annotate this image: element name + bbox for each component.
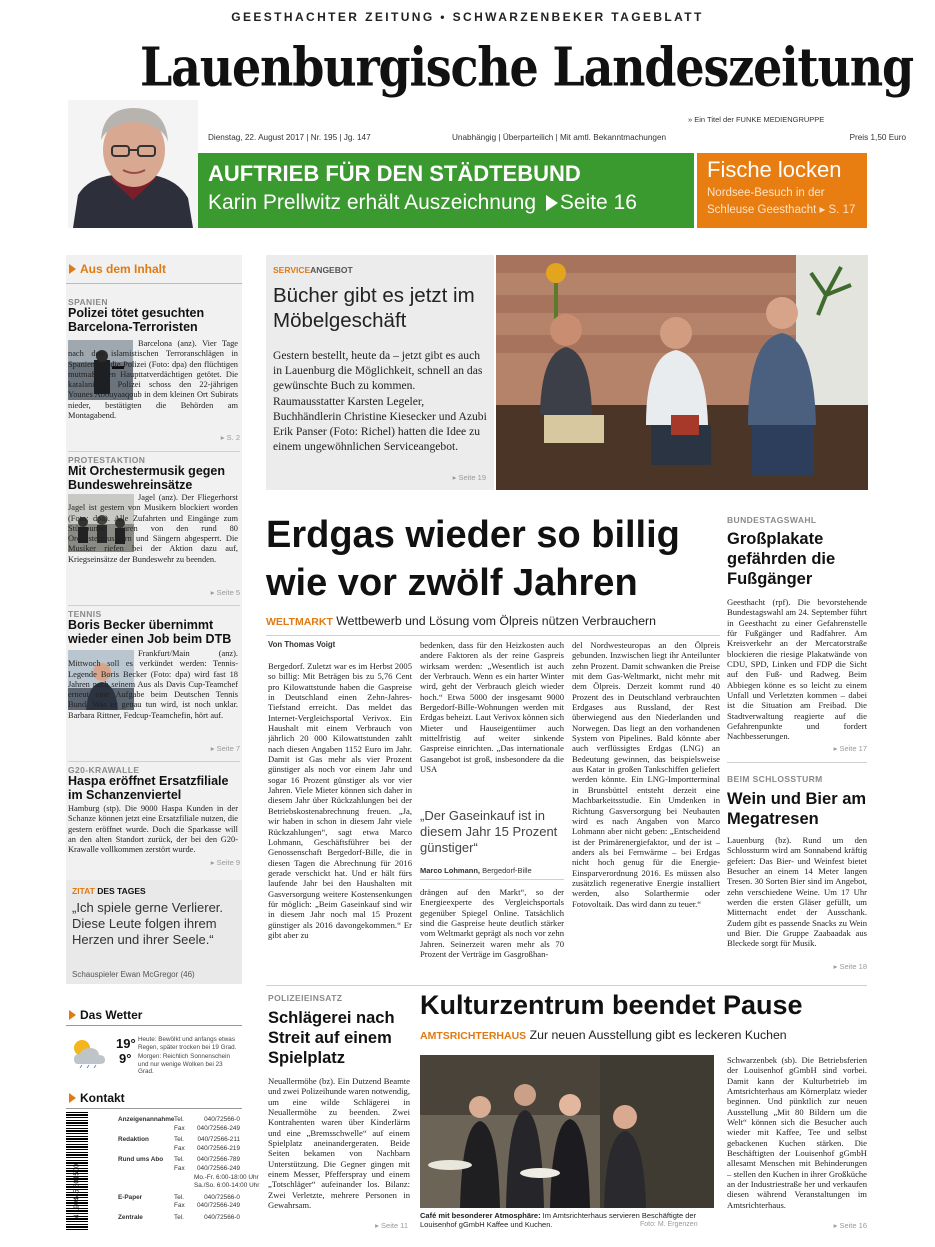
lead-byline: Von Thomas Voigt — [268, 640, 336, 649]
inhalt-headline[interactable]: Haspa eröffnet Ersatzfiliale im Schanzenviertel — [68, 774, 229, 802]
kultur-credit: Foto: M. Ergenzen — [640, 1221, 698, 1228]
masthead-top-line: GEESTHACHTER ZEITUNG • SCHWARZENBEKER TAGEBLATT — [231, 10, 704, 24]
inhalt-page-ref[interactable]: ▸ Seite 5 — [210, 588, 240, 597]
page-arrow-icon: ▸ — [375, 1221, 379, 1230]
service-headline[interactable]: Bücher gibt es jetzt im Möbelgeschäft — [273, 284, 475, 332]
zitat-source: Schauspieler Ewan McGregor (46) — [72, 970, 195, 979]
banner-sub[interactable]: Karin Prellwitz erhält Auszeichnung Seite 16 — [208, 191, 637, 214]
polizei-headline[interactable]: Schlägerei nach Streit auf einem Spielplatz — [268, 1009, 395, 1067]
right2-headline[interactable]: Wein und Bier am Megatresen — [727, 790, 867, 828]
funke-arrow-icon: » — [688, 115, 693, 124]
lead-headline[interactable]: Erdgas wieder so billig wie vor zwölf Jahren — [266, 514, 680, 604]
inhalt-kicker: SPANIEN — [68, 297, 108, 307]
weather-icon — [68, 1036, 110, 1068]
inhalt-page-ref[interactable]: ▸ Seite 9 — [210, 858, 240, 867]
section-triangle-icon — [69, 264, 76, 274]
lead-quote: „Der Gaseinkauf ist in diesem Jahr 15 Prozent günstiger“ — [420, 808, 558, 855]
right1-page-ref[interactable]: ▸ Seite 17 — [833, 744, 867, 753]
section-triangle-icon — [69, 1093, 76, 1103]
motto-line: Unabhängig | Überparteilich | Mit amtl. Bekanntmachungen — [452, 133, 667, 142]
inhalt-kicker: TENNIS — [68, 609, 102, 619]
bookstore-photo — [496, 255, 868, 490]
kultur-page-ref[interactable]: ▸ Seite 16 — [833, 1221, 867, 1230]
lead-col3: del Nordwesteuropas an den Ölpreis gebunden. Inzwischen liegt ihr Anteilunter zehn Prozent. Damit schwanken die Preise mit dem Gas-Weltmarkt, nicht mehr mit dem Ölpreis. Derzeit kommt rund 40 Prozent des in Deutschland verbrauchten Erdgases aus Russland, der Rest überwiegend aus den Niederlanden und Norwegen. Das liegt an den vorhandenen System von Pipelines. Bald könnte aber auch verflüssigtes Erdgas (LNG) an Bedeutung gewinnen, das beispielsweise aus Katar in großen Tankschiffen geliefert werden könnte. Ein LNG-Importterminal in Brunsbüttel entsteht derzeit eine Machbarkeitsstudie. Ein Umdenken in Richtung Gasversorgung bei Neubauten wird es nach Angaben von Marco Lohmann aber nicht geben: „Entscheidend ist der Primärenergiefaktor, und der ist – anders als bei Fernwärme – bei Erdgas nicht hoch genug für die Energie-Einsparverordnung 2016. Es müssen also zusätzlich regenerative Energie installiert werden, also Solarthermie oder Fotovoltaik. Das wird dann zu teuer.“ — [572, 640, 720, 909]
zitat-label: ZITAT DES TAGES — [72, 886, 146, 896]
wetter-text2: Morgen: Reichlich Sonnenschein und nur wenige Wolken bei 23 Grad. — [138, 1053, 231, 1076]
right1-text: Geesthacht (rpf). Die bevorstehende Bundestagswahl am 24. September führt in Geesthacht zu einer Gefahrenstelle für Fußgänger und Radfahrer. Am Kreisverkehr an der Mercatorstraße blockieren die riesige Plakatwände von CDU, SPD, Linken und FDP die Sicht auf den Fuß- und Radweg. Beim Abbiegen könne es so leicht zu einem Unfall und Verletzten kommen – dabei ist die Situation am Freibad. Die Stadtverwaltung reagierte auf die Gefahrenpunkte und fordert Nachbesserungen. — [727, 597, 867, 742]
inhalt-text: Frankfurt/Main (anz). Mittwoch soll es verkündet werden: Tennis-Legende Boris Becker (Foto: dpa) wird fast 18 Jahren nach seinem Aus als Davis Cup-Teamchef erneut eine Aufgabe beim Deutschen Tennis Bund. Was er genau tun wird, ist noch unklar. Barbara Rittner, Fedcup-Teamchefin, hört auf. — [68, 649, 238, 720]
lead-col2a: bedenken, dass für den Heizkosten auch andere Faktoren als der reine Gaspreis wirksam werden: „Wesentlich ist auch der Verbrauch. Wenn es ein harter Winter wird, geht der Verbrauch gleich wieder hoch.“ Etwa 5000 der insgesamt 9000 Bergedorf-Bille-Wohnungen werden mit Erdgas beheizt. Laut Verivox können sich Mieter und Hauseigentümer auch mittelfristig auf weiter sinkende Gaspreise einrichten. „Das internationale Gasangebot ist groß, insbesondere da die USA — [420, 640, 564, 775]
right2-text: Lauenburg (bz). Rund um den Schlossturm wird am Sonnabend kräftig gefeiert: Das Bier- und Weinfest bietet Besucher an einem 14 Meter langen Tresen. 30 Sorten Bier sind im Angebot, zehn verschiedene Weine. Um 17 Uhr werden die ersten Gläser gefüllt, um Mitternacht endet der Ausschank. Zudem gibt es passende Snacks zu Wein und Bier. Die Gruppe Zaabaadak aus Bleckede sorgt für Musik. — [727, 835, 867, 949]
section-triangle-icon — [69, 1010, 76, 1020]
zitat-quote: „Ich spiele gerne Verlierer. Diese Leute folgen ihrem Herzen und ihrer Seele.“ — [72, 900, 224, 947]
side-sub2: Schleuse Geesthacht ▸ S. 17 — [707, 204, 856, 216]
date-line: Dienstag, 22. August 2017 | Nr. 195 | Jg. 147 — [208, 133, 371, 142]
lead-col1: Bergedorf. Zuletzt war es im Herbst 2005 so billig: Mit Beträgen bis zu 5,76 Cent pro Kilowattstunde haben die Gaspreise in Deutschland einen Zehn-Jahres-Tiefstand erreicht. Das meldet das Internet-Vergleichsportal Verivox. Ein Haushalt mit einem Verbrauch von jährlich 20 000 Kilowattstunden zahlt nach diesen Angaben 1152 Euro im Jahr. Damit ist Gas mehr als vier Prozent günstiger als noch vor einem Jahr und sogar 16 Prozent günstiger als vor vier Jahren. Viele Mieter können sich daher in diesem Jahr über Rückzahlungen bei der Betriebskostenabrechnung freuen. „Ja, wir haben in schon in diesem Jahr viele Rückzahlungen“, sagt etwa Marco Lohmann, Geschäftsführer bei der Genossenschaft Bergedorf-Bille, die in diesen Tagen die Abrechnung für 2016 gerade verschickt hat. Und er hält fürs laufende Jahr bei den Haushalten mit Gasversorgung weitere Kostensenkungen für möglich: „Beim Gaseinkauf sind wir in diesem Jahr noch mal 15 Prozent günstiger als 2016 davongekommen.“ Er gibt aber zu — [268, 661, 412, 940]
inhalt-text: Hamburg (stp). Die 9000 Haspa Kunden in der Schanze können jetzt eine Ersatzfiliale nutzen, die gestern eröffnet wurde. Doch die Sparkasse will an den alten Standort zurück, der bei den G20-Krawalle vollkommen zerstört wurde. — [68, 804, 238, 855]
inhalt-page-ref[interactable]: ▸ S. 2 — [220, 433, 240, 442]
page-arrow-icon: ▸ — [452, 473, 457, 482]
page-arrow-icon: ▸ — [833, 962, 838, 971]
kultur-subline: AMTSRICHTERHAUS Zur neuen Ausstellung gibt es leckeren Kuchen — [420, 1028, 787, 1042]
page-arrow-icon: ▸ — [210, 588, 215, 597]
portrait-photo — [68, 100, 198, 228]
inhalt-text: Jagel (anz). Der Fliegerhorst Jagel ist gestern von Musikern blockiert worden (Foto: dpa). Alle Zufahrten und Eingänge zum Stützpunkt waren von den rund 80 Orchestermusikern und Sängern abgesperrt. Die Musiker riefen bei der Aktion dazu auf, Kriegseinsätze der Bundeswehr zu beenden. — [68, 493, 238, 564]
right1-headline[interactable]: Großplakate gefährden die Fußgänger — [727, 530, 836, 588]
lead-quote-source: Marco Lohmann, Bergedorf-Bille — [420, 866, 532, 875]
service-kicker: SERVICEANGEBOT — [273, 265, 353, 275]
barcode-number: 4 190445 601500 — [73, 1164, 81, 1219]
inhalt-headline[interactable]: Polizei tötet gesuchten Barcelona-Terroristen — [68, 306, 205, 334]
kontakt-table: Anzeigenannahme Tel. 040/72566-0 Fax 040/72566-249 Redaktion Tel. 040/72566-211 Fax 040/72566-219 Rund ums Abo Tel. 040/72566-789 Fax 040/72566-249 Mo.-Fr. 6:00-18:00 Uhr Sa./So. 6:00-14:00 Uhr E-Paper Tel. 040/72566-0 Fax 040/72566-249 Zentrale Tel. 040/72566-0 — [118, 1116, 260, 1221]
page-arrow-icon: ▸ — [210, 858, 215, 867]
kultur-headline[interactable]: Kulturzentrum beendet Pause — [420, 990, 803, 1020]
polizei-kicker: POLIZEIEINSATZ — [268, 993, 343, 1003]
price: Preis 1,50 Euro — [849, 133, 906, 142]
inhalt-headline[interactable]: Mit Orchestermusik gegen Bundeswehreinsätze — [68, 464, 225, 492]
inhalt-text: Barcelona (anz). Vier Tage nach den islamistischen Terroranschlägen in Spanien hat die Polizei (Foto: dpa) den flüchtigen mutmaßlichen Haupttatverdächtigen getötet. Die katalanische Polizei schoss den 22-jährigen Younes Abouyaaqoub in dem kleinen Ort Subirats nieder, bestätigten die Behörden am Montagabend. — [68, 339, 238, 421]
right2-kicker: BEIM SCHLOSSTURM — [727, 774, 823, 784]
lead-col2b: drängen auf den Markt“, so der Energieexperte des Vergleichsportals gegenüber Spiegel Online. Tatsächlich sind die Gaspreise heute deutlich stärker vom Weltmarkt geprägt als noch vor zehn Jahren. Seinerzeit waren mehr als 70 Prozent der Verträge im Gasgroßhan- — [420, 887, 564, 960]
page-arrow-icon: ▸ — [833, 744, 838, 753]
temp-high: 19° — [116, 1036, 136, 1051]
page-arrow-icon: ▸ — [833, 1221, 838, 1230]
lead-subline: WELTMARKT Wettbewerb und Lösung vom Ölpreis nützen Verbrauchern — [266, 614, 656, 628]
cafe-photo — [420, 1055, 714, 1208]
right2-page-ref[interactable]: ▸ Seite 18 — [833, 962, 867, 971]
side-arrow-icon: ▸ — [819, 204, 826, 216]
inhalt-headline[interactable]: Boris Becker übernimmt wieder einen Job beim DTB — [68, 618, 232, 646]
kultur-text: Schwarzenbek (sb). Die Betriebsferien der Louisenhof gGmbH sind vorbei. Damit kann der Kulturbetrieb im Amtsrichterhaus am Körnerplatz wieder beginnen. Und pünktlich zur neuen Ausstellung „Mit 80 Bildern um die Welt“ können sich die Besucher auch wieder mit Kaffee, Tee und selbst gebackenen Kuchen stärken. Die Beschäftigten der Louisenhof gGmbH allesamt Menschen mit Behinderungen – stellen den Kuchen in ihrer Großküche an der Industriestraße her und verkaufen diesen während Veranstaltungen im Amtsrichterhaus. — [727, 1055, 867, 1210]
side-title[interactable]: Fische locken — [707, 157, 842, 182]
play-arrow-icon — [546, 195, 558, 211]
page-arrow-icon: ▸ — [210, 744, 215, 753]
inhalt-kicker: G20-KRAWALLE — [68, 765, 140, 775]
polizei-text: Neuallermöhe (bz). Ein Dutzend Beamte und zwei Polizeihunde waren notwendig, um eine wilde Schlägerei in Neuallermöhe zu beenden. Zwei Kontrahenten waren über Kinderlärm und eine „Bremsschwelle“ auf einem Spielplatz aneinandergeraten. Beide Seiten bekamen von Nachbarn Unterstützung. Die Gegner gingen mit einem Messer, Pfefferspray und einem „Totschläger“ aufeinander los. Bilanz: Zwei Verletzte, mehrere Personen in Gewahrsam. — [268, 1076, 410, 1211]
right1-kicker: BUNDESTAGSWAHL — [727, 515, 817, 525]
wetter-header: Das Wetter — [69, 1008, 142, 1022]
funke-label: » Ein Titel der FUNKE MEDIENGRUPPE — [688, 115, 825, 124]
side-sub1: Nordsee-Besuch in der — [707, 187, 825, 199]
banner-headline[interactable]: AUFTRIEB FÜR DEN STÄDTEBUND — [208, 161, 581, 186]
page-arrow-icon: ▸ — [220, 433, 225, 442]
masthead-title: Lauenburgische Landeszeitung — [140, 35, 913, 99]
kultur-caption: Café mit besonderer Atmosphäre: Im Amtsrichterhaus servieren Beschäftigte der Louisenhof gGmbH Kaffee und Kuchen. — [420, 1211, 697, 1230]
inhalt-page-ref[interactable]: ▸ Seite 7 — [210, 744, 240, 753]
inhalt-kicker: PROTESTAKTION — [68, 455, 146, 465]
kontakt-header: Kontakt — [69, 1091, 125, 1105]
service-page-ref[interactable]: ▸ Seite 19 — [452, 473, 486, 482]
inhalt-header: Aus dem Inhalt — [69, 262, 166, 276]
wetter-text1: Heute: Bewölkt und anfangs etwas Regen, später trocken bei 19 Grad. — [138, 1036, 237, 1051]
temp-low: 9° — [119, 1051, 132, 1066]
polizei-page-ref[interactable]: ▸ Seite 11 — [375, 1221, 408, 1230]
service-text: Gestern bestellt, heute da – jetzt gibt es auch in Lauenburg die Möglichkeit, schnell an das gewünschte Buch zu kommen. Raumausstatter Karsten Legeler, Buchhändlerin Christine Kiesecker und Azubi Erik Panser (Foto: Richel) hatten die Idee zu einem ungewöhnlichen Serviceangebot. — [273, 349, 487, 454]
